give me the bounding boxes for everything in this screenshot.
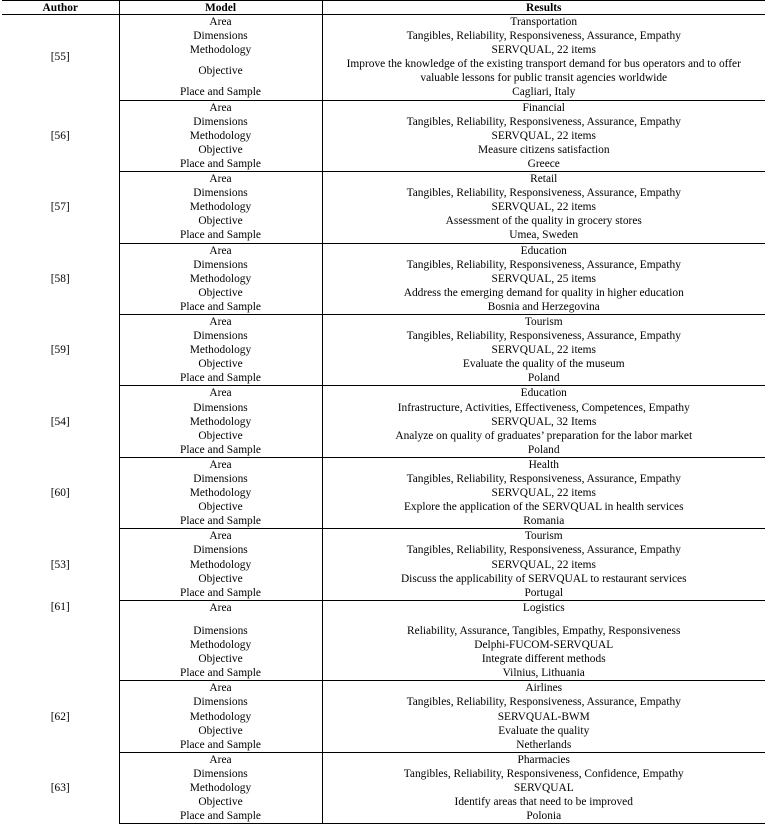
result-place: Portugal bbox=[322, 586, 765, 601]
model-label-dimensions: Dimensions bbox=[119, 401, 322, 415]
author-ref: [59] bbox=[50, 344, 70, 357]
model-label-dimensions: Dimensions bbox=[119, 258, 322, 272]
model-label-objective: Objective bbox=[119, 652, 322, 666]
table-body bbox=[2, 15, 765, 824]
model-label-place: Place and Sample bbox=[119, 586, 322, 601]
model-spacer bbox=[119, 615, 322, 624]
result-objective: Measure citizens satisfaction bbox=[322, 143, 765, 157]
result-dimensions: Tangibles, Reliability, Responsiveness, Assurance, Empathy bbox=[322, 543, 765, 557]
model-label-methodology: Methodology bbox=[119, 129, 322, 143]
model-label-area: Area bbox=[119, 172, 322, 187]
result-objective: Analyze on quality of graduates’ preparation for the labor market bbox=[322, 429, 765, 443]
model-label-dimensions: Dimensions bbox=[119, 624, 322, 638]
result-dimensions: Tangibles, Reliability, Responsiveness, Assurance, Empathy bbox=[322, 258, 765, 272]
table-row-area bbox=[2, 752, 765, 767]
author-ref: [54] bbox=[50, 415, 70, 428]
table-row-area bbox=[2, 100, 765, 115]
result-area: Airlines bbox=[322, 681, 765, 696]
result-methodology: SERVQUAL, 22 items bbox=[322, 486, 765, 500]
model-label-objective: Objective bbox=[119, 795, 322, 809]
author-ref: [57] bbox=[50, 201, 70, 214]
result-objective: Address the emerging demand for quality in higher education bbox=[322, 286, 765, 300]
result-objective: Integrate different methods bbox=[322, 652, 765, 666]
model-label-area: Area bbox=[119, 386, 322, 401]
result-place: Romania bbox=[322, 514, 765, 529]
table-row-area bbox=[2, 15, 765, 30]
result-objective: Evaluate the quality bbox=[322, 724, 765, 738]
model-label-objective: Objective bbox=[119, 500, 322, 514]
result-area: Pharmacies bbox=[322, 752, 765, 767]
result-methodology: SERVQUAL, 22 items bbox=[322, 343, 765, 357]
model-label-area: Area bbox=[119, 681, 322, 696]
result-dimensions: Tangibles, Reliability, Responsiveness, Assurance, Empathy bbox=[322, 115, 765, 129]
result-dimensions: Tangibles, Reliability, Responsiveness, Assurance, Empathy bbox=[322, 29, 765, 43]
result-place: Umea, Sweden bbox=[322, 228, 765, 243]
model-label-objective: Objective bbox=[119, 214, 322, 228]
model-label-methodology: Methodology bbox=[119, 781, 322, 795]
model-label-dimensions: Dimensions bbox=[119, 29, 322, 43]
header-results: Results bbox=[322, 1, 765, 15]
model-label-dimensions: Dimensions bbox=[119, 543, 322, 557]
model-label-dimensions: Dimensions bbox=[119, 472, 322, 486]
model-label-area: Area bbox=[119, 752, 322, 767]
result-dimensions: Infrastructure, Activities, Effectiveness, Competences, Empathy bbox=[322, 401, 765, 415]
model-label-dimensions: Dimensions bbox=[119, 695, 322, 709]
result-methodology: SERVQUAL bbox=[322, 781, 765, 795]
model-label-place: Place and Sample bbox=[119, 157, 322, 172]
result-area: Education bbox=[322, 386, 765, 401]
result-dimensions: Tangibles, Reliability, Responsiveness, Confidence, Empathy bbox=[322, 767, 765, 781]
table-row-area bbox=[2, 529, 765, 544]
model-label-objective: Objective bbox=[119, 57, 322, 85]
model-label-place: Place and Sample bbox=[119, 371, 322, 386]
model-label-dimensions: Dimensions bbox=[119, 115, 322, 129]
result-area: Health bbox=[322, 457, 765, 472]
result-area: Tourism bbox=[322, 314, 765, 329]
result-place: Vilnius, Lithuania bbox=[322, 666, 765, 681]
table-row-area bbox=[2, 386, 765, 401]
result-methodology: SERVQUAL, 22 items bbox=[322, 200, 765, 214]
model-label-place: Place and Sample bbox=[119, 300, 322, 315]
author-ref: [53] bbox=[50, 558, 70, 571]
header-author: Author bbox=[2, 1, 119, 15]
model-label-objective: Objective bbox=[119, 724, 322, 738]
result-dimensions: Reliability, Assurance, Tangibles, Empathy, Responsiveness bbox=[322, 624, 765, 638]
result-dimensions: Tangibles, Reliability, Responsiveness, Assurance, Empathy bbox=[322, 329, 765, 343]
model-label-dimensions: Dimensions bbox=[119, 329, 322, 343]
header-model: Model bbox=[119, 1, 322, 15]
result-place: Netherlands bbox=[322, 738, 765, 753]
literature-table bbox=[2, 0, 765, 824]
result-area: Retail bbox=[322, 172, 765, 187]
table-row-area bbox=[2, 172, 765, 187]
table-row-area bbox=[2, 681, 765, 696]
result-methodology: SERVQUAL, 25 items bbox=[322, 272, 765, 286]
model-label-objective: Objective bbox=[119, 143, 322, 157]
result-dimensions: Tangibles, Reliability, Responsiveness, Assurance, Empathy bbox=[322, 472, 765, 486]
model-label-place: Place and Sample bbox=[119, 228, 322, 243]
author-ref: [58] bbox=[50, 272, 70, 285]
table-row-area bbox=[2, 600, 765, 615]
result-area: Logistics bbox=[322, 600, 765, 615]
author-ref: [56] bbox=[50, 129, 70, 142]
model-label-objective: Objective bbox=[119, 357, 322, 371]
result-methodology: SERVQUAL, 22 items bbox=[322, 558, 765, 572]
model-label-methodology: Methodology bbox=[119, 486, 322, 500]
model-label-place: Place and Sample bbox=[119, 738, 322, 753]
model-label-place: Place and Sample bbox=[119, 514, 322, 529]
model-label-methodology: Methodology bbox=[119, 43, 322, 57]
table-row-area bbox=[2, 243, 765, 258]
result-objective: Evaluate the quality of the museum bbox=[322, 357, 765, 371]
result-objective: Improve the knowledge of the existing transport demand for bus operators and to offer valuable lessons for public transit agencies worldwide bbox=[322, 57, 765, 85]
model-label-objective: Objective bbox=[119, 286, 322, 300]
model-label-dimensions: Dimensions bbox=[119, 186, 322, 200]
result-objective: Discuss the applicability of SERVQUAL to restaurant services bbox=[322, 572, 765, 586]
model-label-methodology: Methodology bbox=[119, 415, 322, 429]
table-header bbox=[2, 1, 765, 15]
result-dimensions: Tangibles, Reliability, Responsiveness, Assurance, Empathy bbox=[322, 695, 765, 709]
model-label-place: Place and Sample bbox=[119, 809, 322, 824]
table-row-area bbox=[2, 314, 765, 329]
result-methodology: Delphi-FUCOM-SERVQUAL bbox=[322, 638, 765, 652]
model-label-place: Place and Sample bbox=[119, 85, 322, 100]
model-label-area: Area bbox=[119, 457, 322, 472]
model-label-methodology: Methodology bbox=[119, 558, 322, 572]
result-dimensions: Tangibles, Reliability, Responsiveness, Assurance, Empathy bbox=[322, 186, 765, 200]
model-label-area: Area bbox=[119, 314, 322, 329]
model-label-area: Area bbox=[119, 600, 322, 615]
author-ref: [62] bbox=[50, 710, 70, 723]
model-label-place: Place and Sample bbox=[119, 443, 322, 458]
result-objective: Identify areas that need to be improved bbox=[322, 795, 765, 809]
result-methodology: SERVQUAL, 22 items bbox=[322, 43, 765, 57]
result-place: Bosnia and Herzegovina bbox=[322, 300, 765, 315]
result-methodology: SERVQUAL, 32 Items bbox=[322, 415, 765, 429]
author-ref: [63] bbox=[50, 781, 70, 794]
table-row-area bbox=[2, 457, 765, 472]
result-methodology: SERVQUAL-BWM bbox=[322, 710, 765, 724]
result-place: Greece bbox=[322, 157, 765, 172]
model-label-area: Area bbox=[119, 15, 322, 30]
result-spacer bbox=[322, 615, 765, 624]
result-objective: Explore the application of the SERVQUAL in health services bbox=[322, 500, 765, 514]
model-label-methodology: Methodology bbox=[119, 272, 322, 286]
result-area: Financial bbox=[322, 100, 765, 115]
result-area: Education bbox=[322, 243, 765, 258]
model-label-methodology: Methodology bbox=[119, 710, 322, 724]
model-label-methodology: Methodology bbox=[119, 343, 322, 357]
result-place: Polonia bbox=[322, 809, 765, 824]
author-ref: [60] bbox=[50, 487, 70, 500]
model-label-area: Area bbox=[119, 529, 322, 544]
model-label-dimensions: Dimensions bbox=[119, 767, 322, 781]
author-ref: [55] bbox=[50, 51, 70, 64]
model-label-area: Area bbox=[119, 243, 322, 258]
model-label-objective: Objective bbox=[119, 429, 322, 443]
result-place: Cagliari, Italy bbox=[322, 85, 765, 100]
model-label-methodology: Methodology bbox=[119, 200, 322, 214]
model-label-area: Area bbox=[119, 100, 322, 115]
result-place: Poland bbox=[322, 443, 765, 458]
result-area: Tourism bbox=[322, 529, 765, 544]
result-objective: Assessment of the quality in grocery stores bbox=[322, 214, 765, 228]
model-label-place: Place and Sample bbox=[119, 666, 322, 681]
model-label-methodology: Methodology bbox=[119, 638, 322, 652]
result-place: Poland bbox=[322, 371, 765, 386]
result-methodology: SERVQUAL, 22 items bbox=[322, 129, 765, 143]
author-ref: [61] bbox=[50, 601, 70, 614]
model-label-objective: Objective bbox=[119, 572, 322, 586]
result-area: Transportation bbox=[322, 15, 765, 30]
